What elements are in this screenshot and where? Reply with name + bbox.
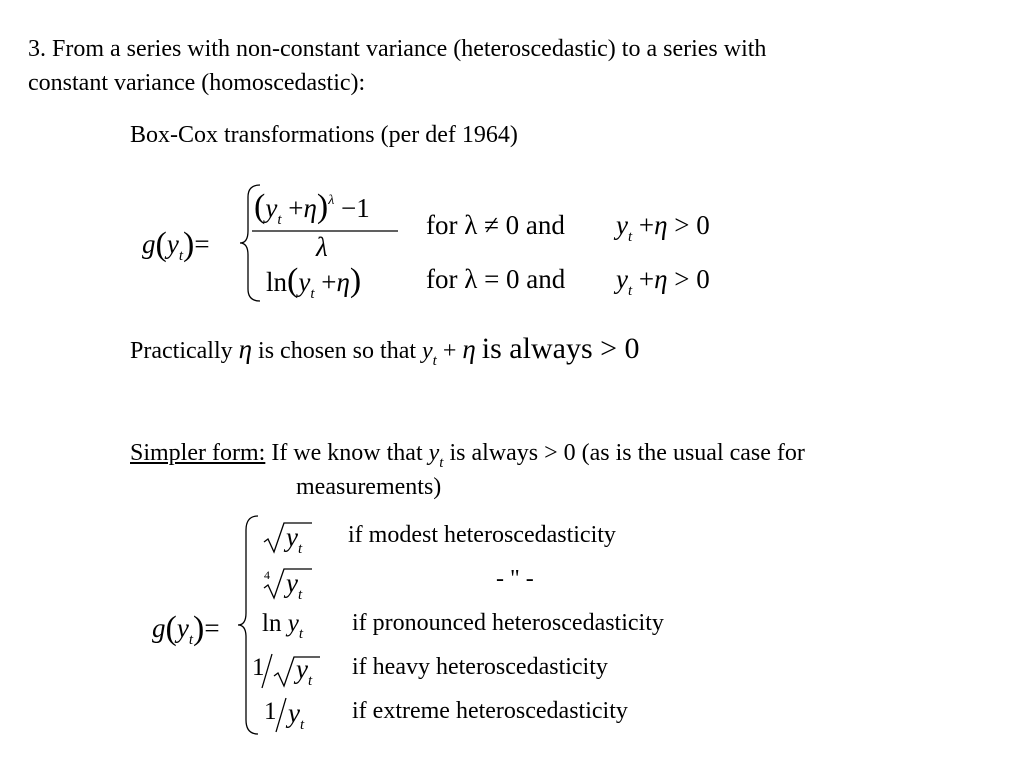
case1-denominator: λ bbox=[316, 232, 328, 262]
eta-symbol: η bbox=[303, 193, 317, 223]
case1-constraint bbox=[616, 210, 710, 245]
equals-sign: = bbox=[204, 613, 220, 643]
t-subscript: t bbox=[299, 717, 305, 733]
practically-line bbox=[130, 332, 640, 371]
case2-constraint bbox=[616, 264, 710, 299]
one-numerator: 1 bbox=[252, 654, 265, 681]
y-symbol: y bbox=[288, 698, 300, 728]
simpler-lhs bbox=[152, 608, 220, 646]
eta-symbol: η bbox=[654, 264, 668, 294]
fourth-root-radicand bbox=[286, 568, 303, 603]
gt-zero: > 0 bbox=[674, 264, 710, 294]
gt-zero: > 0 bbox=[674, 210, 710, 240]
t-subscript: t bbox=[307, 673, 313, 689]
plus-sign: + bbox=[321, 267, 337, 297]
t-subscript: t bbox=[297, 541, 303, 557]
y-symbol: y bbox=[166, 229, 179, 259]
minus-one: −1 bbox=[341, 193, 370, 223]
root-index: 4 bbox=[264, 568, 270, 582]
t-subscript: t bbox=[178, 248, 183, 264]
case-5-condition: if extreme heteroscedasticity bbox=[352, 698, 628, 724]
t-subscript: t bbox=[627, 229, 633, 245]
case2-text: for λ = 0 and bbox=[426, 264, 566, 294]
sqrt-radicand bbox=[286, 522, 303, 557]
t-subscript: t bbox=[277, 212, 282, 228]
t-subscript: t bbox=[432, 353, 437, 369]
g-symbol: g bbox=[142, 229, 156, 259]
case-3-condition: if pronounced heteroscedasticity bbox=[352, 610, 664, 636]
y-symbol: y bbox=[287, 610, 299, 637]
boxcox-lhs bbox=[142, 224, 210, 262]
close-paren: ) bbox=[316, 188, 329, 225]
simpler-text-b: is always > 0 (as is the usual case for bbox=[449, 440, 805, 466]
close-paren: ) bbox=[349, 262, 362, 299]
t-subscript: t bbox=[627, 283, 633, 299]
plus-sign: + bbox=[288, 193, 304, 223]
eta-symbol: η bbox=[336, 267, 350, 297]
case-4-condition: if heavy heteroscedasticity bbox=[352, 654, 608, 680]
simpler-text-a: If we know that bbox=[271, 440, 423, 466]
open-paren: ( bbox=[165, 610, 177, 647]
t-subscript: t bbox=[298, 626, 303, 642]
inv-sqrt-radicand bbox=[296, 654, 313, 689]
y-symbol: y bbox=[296, 654, 308, 684]
y-symbol: y bbox=[428, 440, 440, 466]
plus-sign: + bbox=[638, 210, 655, 240]
practically-text-c: is always > 0 bbox=[481, 332, 640, 365]
plus-sign: + bbox=[638, 264, 655, 294]
heading-line-2: constant variance (homoscedastic): bbox=[28, 70, 366, 96]
y-symbol: y bbox=[286, 522, 298, 552]
plus-sign: + bbox=[442, 338, 457, 364]
eta-symbol: η bbox=[462, 334, 476, 364]
boxcox-title: Box-Cox transformations (per def 1964) bbox=[130, 122, 518, 148]
ln-text: ln bbox=[266, 267, 288, 297]
eta-symbol: η bbox=[238, 334, 253, 364]
y-symbol: y bbox=[616, 210, 628, 240]
case1-numerator bbox=[254, 188, 370, 226]
y-symbol: y bbox=[422, 338, 433, 364]
ln-text: ln bbox=[262, 610, 282, 637]
t-subscript: t bbox=[439, 455, 444, 471]
simpler-form-label: Simpler form: bbox=[130, 440, 266, 466]
case2-expression bbox=[266, 262, 361, 300]
eta-symbol: η bbox=[654, 210, 668, 240]
one-numerator: 1 bbox=[264, 698, 277, 725]
case-1-condition: if modest heteroscedasticity bbox=[348, 522, 616, 548]
t-subscript: t bbox=[297, 587, 303, 603]
heading-line-1: 3. From a series with non-constant variance (heteroscedastic) to a series with bbox=[28, 36, 767, 62]
practically-text-b: is chosen so that bbox=[258, 338, 417, 364]
case1-condition bbox=[426, 210, 565, 241]
close-paren: ) bbox=[182, 226, 195, 263]
y-symbol: y bbox=[265, 193, 278, 223]
g-symbol: g bbox=[152, 613, 166, 643]
equals-sign: = bbox=[194, 229, 210, 259]
open-paren: ( bbox=[287, 262, 299, 299]
simpler-form-line-2: measurements) bbox=[296, 474, 442, 500]
y-symbol: y bbox=[298, 267, 311, 297]
y-symbol: y bbox=[616, 264, 628, 294]
close-paren: ) bbox=[192, 610, 205, 647]
t-subscript: t bbox=[188, 632, 193, 648]
open-paren: ( bbox=[254, 188, 266, 225]
case-2-condition: - " - bbox=[496, 566, 534, 592]
y-symbol: y bbox=[286, 568, 298, 598]
lambda-superscript: λ bbox=[328, 193, 335, 208]
ln-expression bbox=[262, 610, 303, 642]
inv-y bbox=[288, 698, 305, 733]
simpler-form-line-1 bbox=[130, 436, 805, 473]
y-symbol: y bbox=[176, 613, 189, 643]
case1-text: for λ ≠ 0 and bbox=[426, 210, 565, 240]
case2-condition bbox=[426, 264, 565, 295]
open-paren: ( bbox=[155, 226, 167, 263]
practically-text-a: Practically bbox=[130, 338, 233, 364]
t-subscript: t bbox=[310, 286, 315, 302]
